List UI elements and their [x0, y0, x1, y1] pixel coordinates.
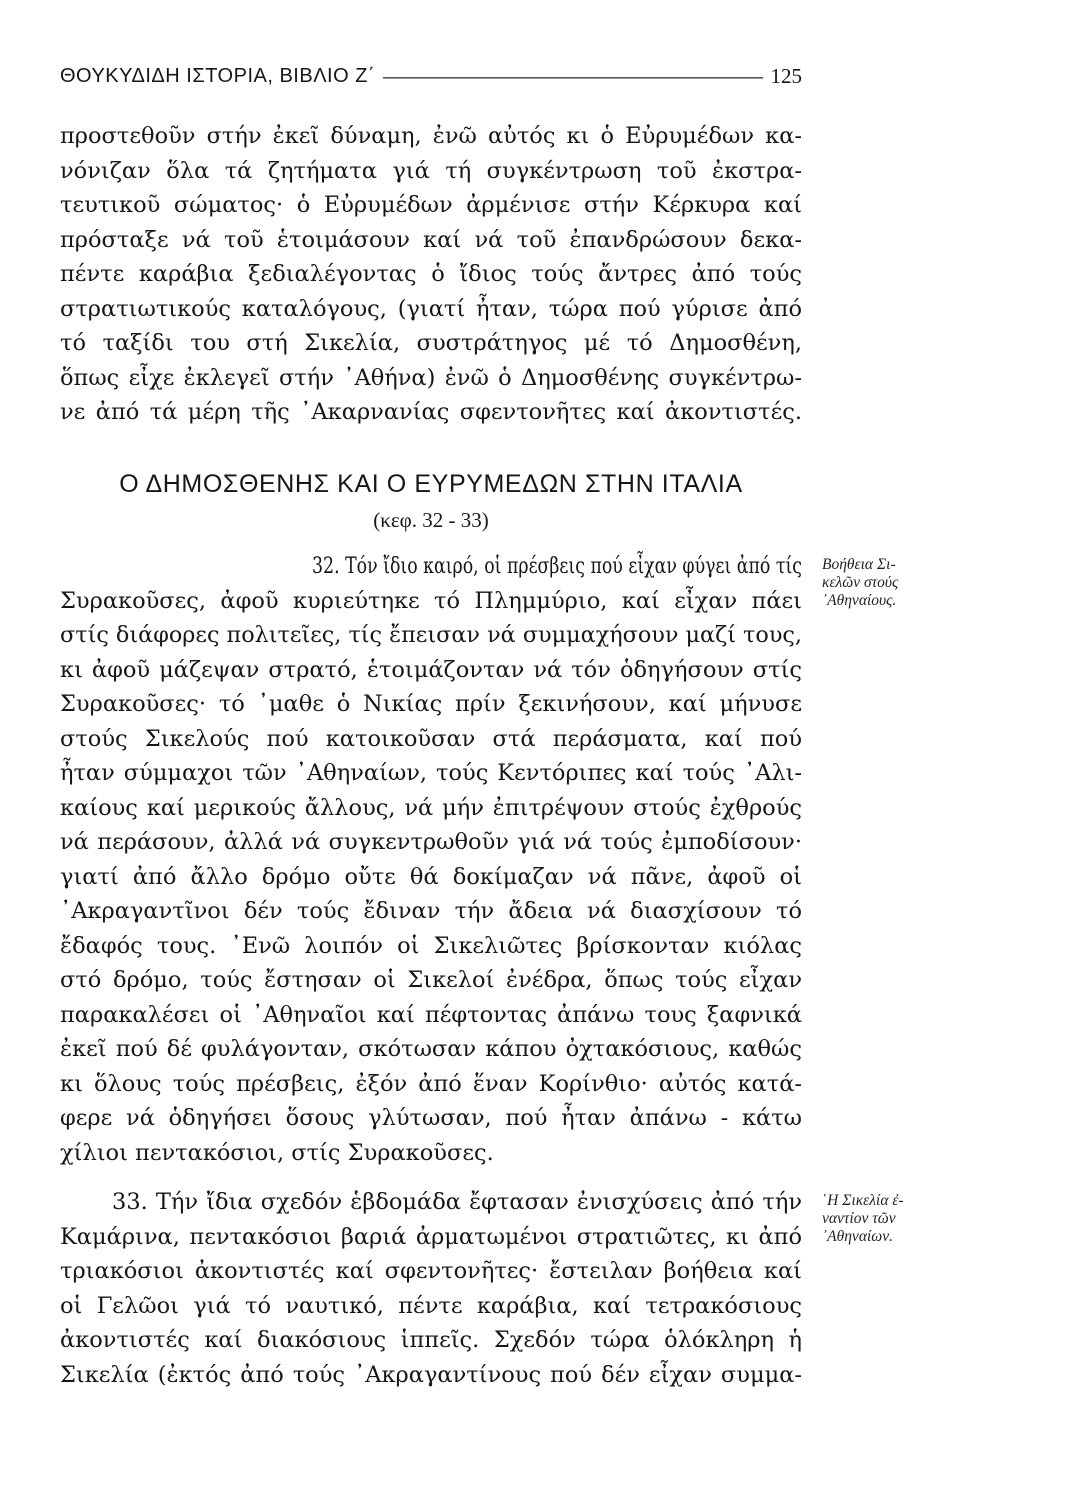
margin-note-line: ᾿Αθηναίων. [822, 1228, 893, 1245]
text-line: παρακαλέσει οἱ ᾿Αθηναῖοι καί πέφτοντας ἀπάνω τους ξαφνικά [60, 1001, 802, 1028]
text-line: γιατί ἀπό ἄλλο δρόμο οὔτε θά δοκίμαζαν νά πᾶνε, ἀφοῦ οἱ [60, 863, 802, 890]
text-line: καίους καί μερικούς ἄλλους, νά μήν ἐπιτρέψουν στούς ἐχθρούς [60, 794, 802, 821]
margin-note-line: Βοήθεια Σι- [822, 556, 896, 573]
margin-note-line: ναντίον τῶν [822, 1210, 896, 1227]
text-line: κι ὅλους τούς πρέσβεις, ἐξόν ἀπό ἕναν Κορίνθιο· αὐτός κατά- [60, 1070, 802, 1097]
text-line: Σικελία (ἐκτός ἀπό τούς ᾿Ακραγαντίνους πού δέν εἶχαν συμμα- [60, 1361, 802, 1388]
chapter-33-paragraph [60, 1185, 802, 1392]
text-line: πέντε καράβια ξεδιαλέγοντας ὁ ἴδιος τούς ἄντρες ἀπό τούς [60, 261, 802, 287]
text-line: οἱ Γελῶοι γιά τό ναυτικό, πέντε καράβια, καί τετρακόσιους [60, 1292, 802, 1319]
text-line: χίλιοι πεντακόσιοι, στίς Συρακοῦσες. [60, 1139, 494, 1166]
text-line: στό δρόμο, τούς ἔστησαν οἱ Σικελοί ἐνέδρα, ὅπως τούς εἶχαν [60, 967, 802, 993]
running-header [60, 62, 802, 90]
text-line: στίς διάφορες πολιτεῖες, τίς ἔπεισαν νά συμμαχήσουν μαζί τους, [60, 622, 803, 648]
section-heading: Ο ΔΗΜΟΣΘΕΝΗΣ ΚΑΙ Ο ΕΥΡΥΜΕΔΩΝ ΣΤΗΝ ΙΤΑΛΙΑ [119, 470, 743, 498]
text-line: Συρακοῦσες· τό ᾿μαθε ὁ Νικίας πρίν ξεκινήσουν, καί μήνυσε [60, 691, 802, 717]
text-line: Συρακοῦσες, ἀφοῦ κυριεύτηκε τό Πλημμύριο, καί εἶχαν πάει [60, 587, 802, 614]
margin-note-line: κελῶν στούς [822, 574, 899, 591]
text-line: στρατιωτικούς καταλόγους, (γιατί ἦταν, τώρα πού γύρισε ἀπό [60, 295, 802, 322]
text-line: στούς Σικελούς πού κατοικοῦσαν στά περάσματα, καί πού [60, 725, 802, 752]
text-line: τευτικοῦ σώματος· ὁ Εὐρυμέδων ἀρμένισε στήν Κέρκυρα καί [60, 192, 802, 218]
page-number: 125 [770, 63, 802, 88]
text-line: Καμάρινα, πεντακόσιοι βαριά ἀρματωμένοι στρατιῶτες, κι ἀπό [60, 1223, 802, 1250]
text-line: κι ἀφοῦ μάζεψαν στρατό, ἑτοιμάζονταν νά τόν ὁδηγήσουν στίς [60, 656, 802, 683]
text-line: φερε νά ὁδηγήσει ὅσους γλύτωσαν, πού ἦταν ἀπάνω - κάτω [60, 1105, 802, 1131]
opening-paragraph [60, 119, 802, 430]
text-line: ὅπως εἶχε ἐκλεγεῖ στήν ᾿Αθήνα) ἐνῶ ὁ Δημοσθένης συγκέντρω- [60, 364, 802, 391]
text-line: ἔδαφός τους. ᾿Ενῶ λοιπόν οἱ Σικελιῶτες βρίσκονταν κιόλας [60, 932, 802, 959]
margin-note-line: ᾿Αθηναίους. [822, 592, 897, 609]
text-line: ᾿Ακραγαντῖνοι δέν τούς ἔδιναν τήν ἄδεια νά διασχίσουν τό [60, 898, 802, 924]
chapter-32-paragraph [60, 549, 802, 1170]
margin-note-line: ῾Η Σικελία ἐ- [822, 1192, 904, 1209]
text-line: νόνιζαν ὅλα τά ζητήματα γιά τή συγκέντρωση τοῦ ἐκστρα- [60, 157, 802, 184]
text-line: 32. Τόν ἴδιο καιρό, οἱ πρέσβεις πού εἶχαν φύγει ἀπό τίς [312, 553, 802, 579]
margin-note-help-of-sicels [822, 556, 972, 610]
text-line: τριακόσιοι ἀκοντιστές καί σφεντονῆτες· ἔστειλαν βοήθεια καί [60, 1258, 802, 1284]
text-line: νε ἀπό τά μέρη τῆς ᾿Ακαρνανίας σφεντονῆτες καί ἀκοντιστές. [60, 399, 802, 425]
section-reference: (κεφ. 32 - 33) [373, 508, 489, 532]
text-line: τό ταξίδι του στή Σικελία, συστράτηγος μέ τό Δημοσθένη, [60, 330, 802, 356]
text-line: ἐκεῖ πού δέ φυλάγονταν, σκότωσαν κάπου ὀχτακόσιους, καθώς [60, 1036, 802, 1062]
text-line: 33. Τήν ἴδια σχεδόν ἑβδομάδα ἔφτασαν ἐνισχύσεις ἀπό τήν [112, 1189, 802, 1215]
header-rule [383, 77, 762, 79]
text-line: προστεθοῦν στήν ἐκεῖ δύναμη, ἐνῶ αὐτός κι ὁ Εὐρυμέδων κα- [60, 123, 802, 149]
running-title: ΘΟΥΚΥΔΙΔΗ ΙΣΤΟΡΙΑ, ΒΙΒΛΙΟ Ζ΄ [60, 64, 376, 87]
text-line: νά περάσουν, ἀλλά νά συγκεντρωθοῦν γιά νά τούς ἐμποδίσουν· [60, 829, 802, 855]
text-line: ἀκοντιστές καί διακόσιους ἱππεῖς. Σχεδόν τώρα ὁλόκληρη ἡ [60, 1327, 802, 1353]
margin-note-sicily-against-athenians [822, 1192, 972, 1246]
text-line: πρόσταξε νά τοῦ ἑτοιμάσουν καί νά τοῦ ἐπανδρώσουν δεκα- [60, 226, 802, 253]
text-line: ἦταν σύμμαχοι τῶν ᾿Αθηναίων, τούς Κεντόριπες καί τούς ᾿Αλι- [60, 760, 802, 786]
